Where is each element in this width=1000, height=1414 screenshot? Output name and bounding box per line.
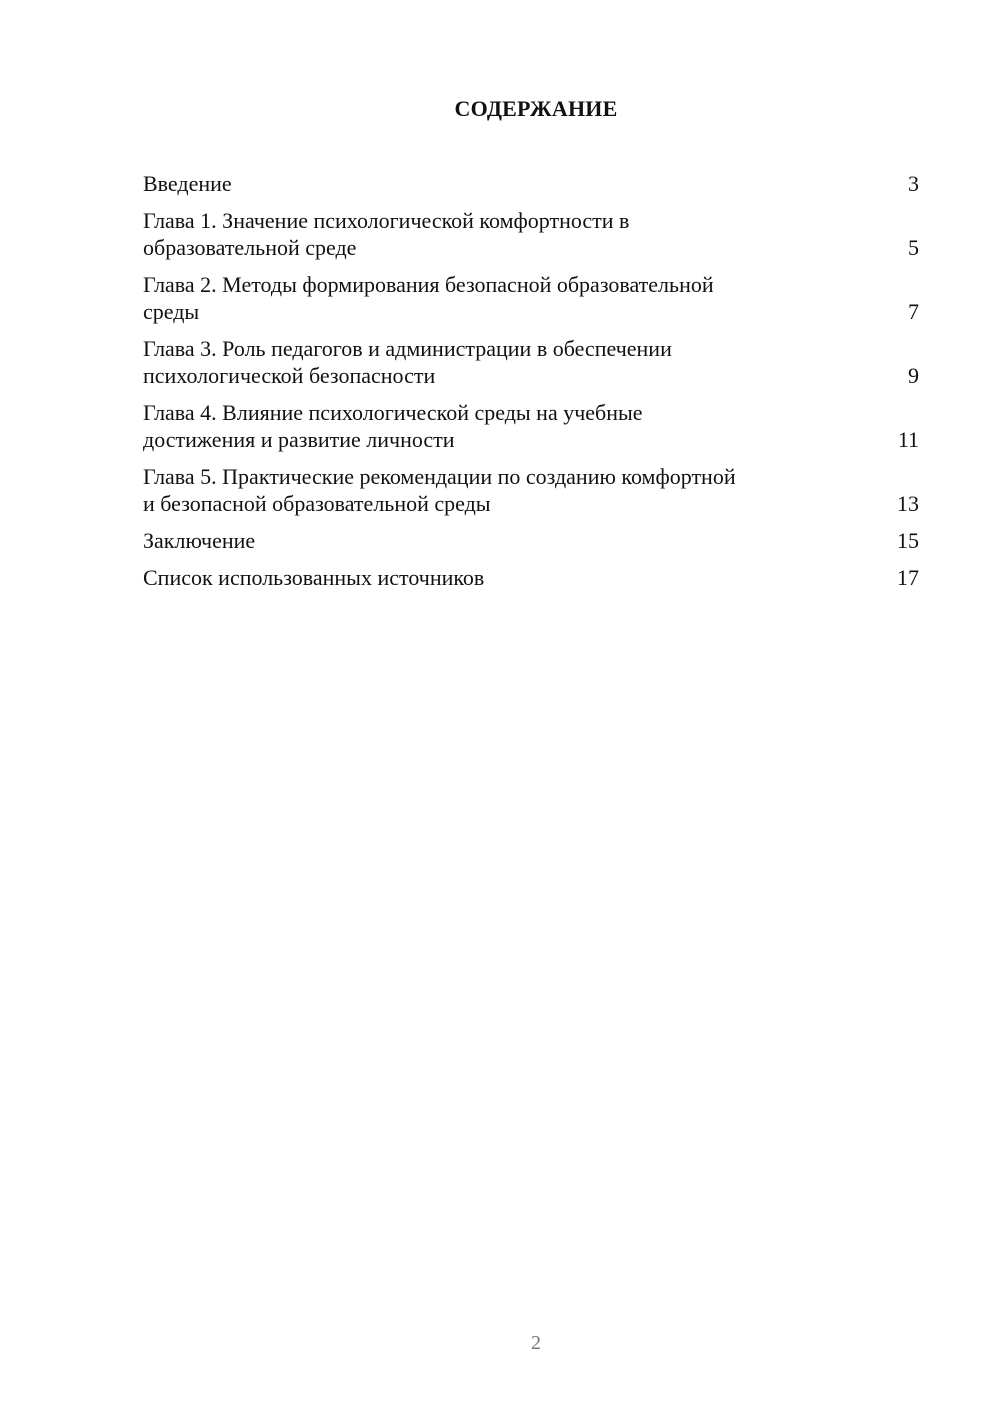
toc-entry-title: Введение (143, 171, 232, 196)
toc-entry-page: 13 (897, 491, 919, 516)
toc-entry-chapter-2 (143, 271, 919, 325)
toc-heading: СОДЕРЖАНИЕ (454, 96, 618, 121)
toc-entry-title: Глава 3. Роль педагогов и администрации в обеспечении психологической безопасности (143, 336, 672, 388)
toc-entry-chapter-5 (143, 463, 919, 517)
toc-entry-page: 5 (908, 235, 919, 260)
toc-entry-page: 3 (908, 171, 919, 196)
toc-entry-references (143, 564, 919, 591)
toc-entry-page: 9 (908, 363, 919, 388)
toc-entry-chapter-4 (143, 399, 919, 453)
page-number: 2 (531, 1332, 541, 1354)
toc-entry-title: Глава 1. Значение психологической комфортности в образовательной среде (143, 208, 630, 260)
toc-entry-page: 17 (897, 565, 919, 590)
toc-entry-introduction (143, 170, 919, 197)
toc-entry-chapter-3 (143, 335, 919, 389)
toc-entry-chapter-1 (143, 207, 919, 261)
toc-entry-conclusion (143, 527, 919, 554)
toc-entry-title: Глава 5. Практические рекомендации по созданию комфортной и безопасной образовательной среды (143, 464, 736, 516)
toc-entry-page: 7 (908, 299, 919, 324)
toc-entry-page: 11 (897, 427, 919, 452)
toc-entry-title: Заключение (143, 528, 256, 553)
toc-entry-title: Список использованных источников (143, 565, 485, 590)
toc-entry-title: Глава 4. Влияние психологической среды на учебные достижения и развитие личности (143, 400, 643, 452)
toc-entry-page: 15 (897, 528, 919, 553)
toc-entry-title: Глава 2. Методы формирования безопасной образовательной среды (143, 272, 714, 324)
table-of-contents (143, 170, 919, 601)
